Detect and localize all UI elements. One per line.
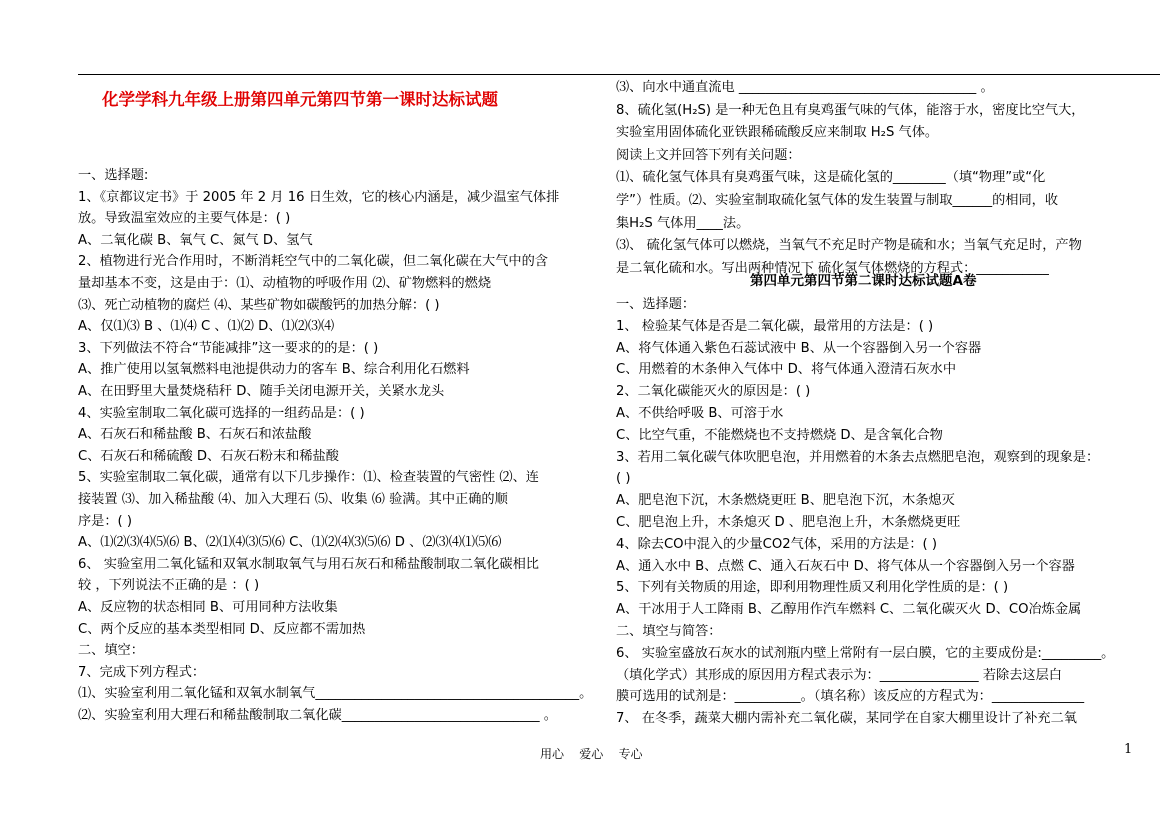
right-sec2-line: 4、除去CO中混入的少量CO2气体，采用的方法是：( ): [616, 536, 937, 552]
left-title: 化学学科九年级上册第四单元第四节第一课时达标试题: [102, 90, 498, 109]
right-sec2-line: 7、 在冬季，蔬菜大棚内需补充二氧化碳，某同学在自家大棚里设计了补充二氧: [616, 711, 1077, 727]
left-line: A、推广使用以氢氧燃料电池提供动力的客车 B、综合利用化石燃料: [78, 362, 470, 378]
right-line: ⑶、向水中通直流电 ____________________________________ 。: [616, 80, 994, 95]
right-line: 阅读上文并回答下列有关问题：: [616, 147, 801, 163]
right-section-title: 第四单元第四节第二课时达标试题A卷: [750, 273, 977, 289]
left-line: A、反应物的状态相同 B、可用同种方法收集: [78, 600, 338, 615]
left-line: 5、实验室制取二氧化碳，通常有以下几步操作：⑴、检查装置的气密性 ⑵、连: [78, 470, 539, 486]
left-line: 1、《京都议定书》于 2005 年 2 月 16 日生效，它的核心内涵是，减少温室气体排: [78, 189, 560, 205]
left-line: 6、 实验室用二氧化锰和双氧水制取氧气与用石灰石和稀盐酸制取二氧化碳相比: [78, 556, 539, 572]
right-sec2-line: 3、若用二氧化碳气体吹肥皂泡，并用燃着的木条去点燃肥皂泡，观察到的现象是：: [616, 449, 1100, 465]
right-sec2-line: 1、 检验某气体是否是二氧化碳，最常用的方法是：( ): [616, 318, 934, 334]
right-sec2-line: C、比空气重，不能燃烧也不支持燃烧 D、是含氧化合物: [616, 427, 943, 443]
left-line: ⑶、死亡动植物的腐烂 ⑷、某些矿物如碳酸钙的加热分解：( ): [78, 297, 440, 313]
left-line: C、石灰石和稀硫酸 D、石灰石粉末和稀盐酸: [78, 448, 339, 464]
right-line: 是二氧化硫和水。写出两种情况下 硫化氢气体燃烧的方程式：___________: [616, 260, 1049, 276]
left-line: A、石灰石和稀盐酸 B、石灰石和浓盐酸: [78, 427, 312, 443]
right-sec2-line: A、干冰用于人工降雨 B、乙醇用作汽车燃料 C、二氧化碳灭火 D、CO冶炼金属: [616, 602, 1082, 618]
right-sec2-line: C、用燃着的木条伸入气体中 D、将气体通入澄清石灰水中: [616, 362, 957, 378]
right-line: 8、硫化氢(H₂S) 是一种无色且有臭鸡蛋气味的气体，能溶于水，密度比空气大，: [616, 102, 1085, 118]
left-line: A、⑴⑵⑶⑷⑸⑹ B、⑵⑴⑷⑶⑸⑹ C、⑴⑵⑷⑶⑸⑹ D 、⑵⑶⑷⑴⑸⑹: [78, 535, 502, 551]
left-line: 一、选择题:: [78, 168, 149, 183]
page-number: 1: [1124, 742, 1133, 757]
right-sec2-line: 一、选择题：: [616, 297, 696, 312]
right-sec2-line: A、将气体通入紫色石蕊试液中 B、从一个容器倒入另一个容器: [616, 340, 982, 356]
left-line: 7、完成下列方程式：: [78, 664, 206, 680]
right-sec2-line: A、肥皂泡下沉，木条燃烧更旺 B、肥皂泡下沉，木条熄灭: [616, 493, 955, 509]
page-footer: 用心 爱心 专心: [540, 747, 643, 761]
right-line: 集H₂S 气体用____法。: [616, 215, 750, 231]
left-line: 放。导致温室效应的主要气体是：( ): [78, 211, 291, 227]
left-line: 二、填空：: [78, 643, 144, 659]
left-line: 3、下列做法不符合“节能减排”这一要求的的是：( ): [78, 340, 379, 356]
left-line: ⑴、实验室利用二氧化锰和双氧水制氧气________________________________________。: [78, 686, 593, 702]
right-sec2-line: 5、下列有关物质的用途，即利用物理性质又利用化学性质的是：( ): [616, 580, 1009, 596]
right-line: ⑶、 硫化氢气体可以燃烧，当氧气不充足时产物是硫和水；当氧气充足时，产物: [616, 238, 1082, 254]
left-line: ⑵、实验室利用大理石和稀盐酸制取二氧化碳______________________________ 。: [78, 708, 557, 723]
left-line: A、在田野里大量焚烧秸秆 D、随手关闭电源开关，关紧水龙头: [78, 384, 445, 399]
header-rule: [78, 74, 1160, 75]
left-line: 接装置 ⑶、加入稀盐酸 ⑷、加入大理石 ⑸、收集 ⑹ 验满。其中正确的顺: [78, 492, 508, 507]
left-line: 较 ，下列说法不正确的是 ：( ): [78, 578, 260, 594]
right-sec2-line: A、通入水中 B、点燃 C、通入石灰石中 D、将气体从一个容器倒入另一个容器: [616, 558, 1075, 574]
left-line: A、二氧化碳 B、氧气 C、氮气 D、氢气: [78, 232, 313, 248]
left-line: 序是：( ): [78, 513, 133, 529]
left-line: C、两个反应的基本类型相同 D、反应都不需加热: [78, 621, 366, 637]
right-sec2-line: A、不供给呼吸 B、可溶于水: [616, 406, 784, 421]
right-sec2-line: 2、二氧化碳能灭火的原因是：( ): [616, 384, 811, 400]
left-line: 2、植物进行光合作用时，不断消耗空气中的二氧化碳，但二氧化碳在大气中的含: [78, 254, 548, 270]
right-sec2-line: 6、 实验室盛放石灰水的试剂瓶内壁上常附有一层白膜，它的主要成份是:_________。: [616, 645, 1115, 661]
right-sec2-line: ( ): [616, 471, 631, 487]
right-line: ⑴、硫化氢气体具有臭鸡蛋气味，这是硫化氢的________（填“物理”或“化: [616, 170, 1046, 186]
right-line: 实验室用固体硫化亚铁跟稀硫酸反应来制取 H₂S 气体。: [616, 125, 939, 141]
right-sec2-line: C、肥皂泡上升，木条熄灭 D 、肥皂泡上升，木条燃烧更旺: [616, 515, 961, 530]
right-sec2-line: 二、填空与简答：: [616, 624, 722, 639]
right-sec2-line: 膜可选用的试剂是：__________。（填名称）该反应的方程式为：______________: [616, 689, 1085, 705]
left-line: 量却基本不变，这是由于：⑴、动植物的呼吸作用 ⑵、矿物燃料的燃烧: [78, 276, 492, 291]
left-line: 4、实验室制取二氧化碳可选择的一组药品是：( ): [78, 405, 365, 421]
left-line: A、仅⑴⑶ B 、⑴⑷ C 、⑴⑵ D、⑴⑵⑶⑷: [78, 319, 335, 335]
right-sec2-line: （填化学式）其形成的原因用方程式表示为：_______________ 若除去这层白: [616, 667, 1062, 683]
right-line: 学”）性质。⑵、实验室制取硫化氢气体的发生装置与制取______的相同，收: [616, 193, 1059, 208]
